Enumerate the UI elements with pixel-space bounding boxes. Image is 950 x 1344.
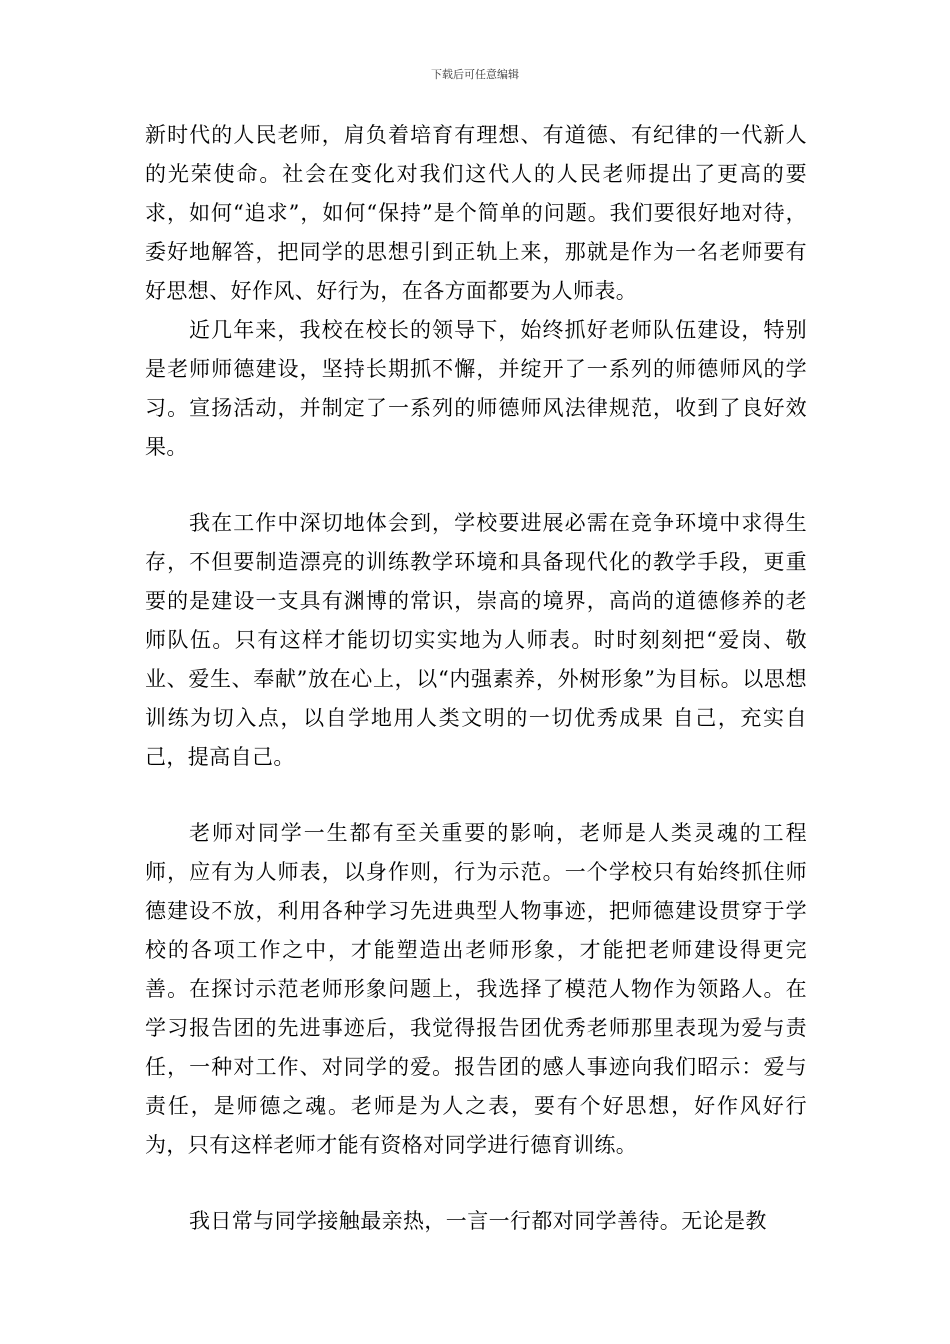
paragraph-spacer — [145, 1165, 807, 1202]
header-note: 下载后可任意编辑 — [431, 68, 519, 81]
paragraph: 新时代的人民老师，肩负着培育有理想、有道德、有纪律的一代新人的光荣使命。社会在变化对我们这代人的人民老师提出了更高的要求，如何“追求”，如何“保持”是个简单的问题。我们要很好地对待，委好地解答，把同学的思想引到正轨上来，那就是作为一名老师要有好思想、好作风、好行为，在各方面都要为人师表。 — [145, 123, 807, 303]
paragraph-spacer — [145, 467, 807, 504]
document-body — [145, 116, 807, 1241]
paragraph: 老师对同学一生都有至关重要的影响，老师是人类灵魂的工程师，应有为人师表，以身作则，行为示范。一个学校只有始终抓住师德建设不放，利用各种学习先进典型人物事迹，把师德建设贯穿于学校的各项工作之中，才能塑造出老师形象，才能把老师建设得更完善。在探讨示范老师形象问题上，我选择了模范人物作为领路人。在学习报告团的先进事迹后，我觉得报告团优秀老师那里表现为爱与责任，一种对工作、对同学的爱。报告团的感人事迹向我们昭示：爱与责任，是师德之魂。老师是为人之表，要有个好思想，好作风好行为，只有这样老师才能有资格对同学进行德育训练。 — [145, 821, 807, 1157]
paragraph: 我在工作中深切地体会到，学校要进展必需在竞争环境中求得生存，不但要制造漂亮的训练教学环境和具备现代化的教学手段，更重要的是建设一支具有渊博的常识，崇高的境界，高尚的道德修养的老师队伍。只有这样才能切切实实地为人师表。时时刻刻把“爱岗、敬业、爱生、奉献”放在心上，以“内强素养，外树形象”为目标。以思想训练为切入点，以自学地用人类文明的一切优秀成果 自己，充实自己，提高自己。 — [145, 511, 807, 769]
paragraph-spacer — [145, 777, 807, 814]
paragraph: 我日常与同学接触最亲热，一言一行都对同学善待。无论是教 — [189, 1209, 767, 1233]
paragraph: 近几年来，我校在校长的领导下，始终抓好老师队伍建设，特别是老师师德建设，坚持长期抓不懈，并绽开了一系列的师德师风的学习。宣扬活动，并制定了一系列的师德师风法律规范，收到了良好效果。 — [145, 318, 807, 459]
